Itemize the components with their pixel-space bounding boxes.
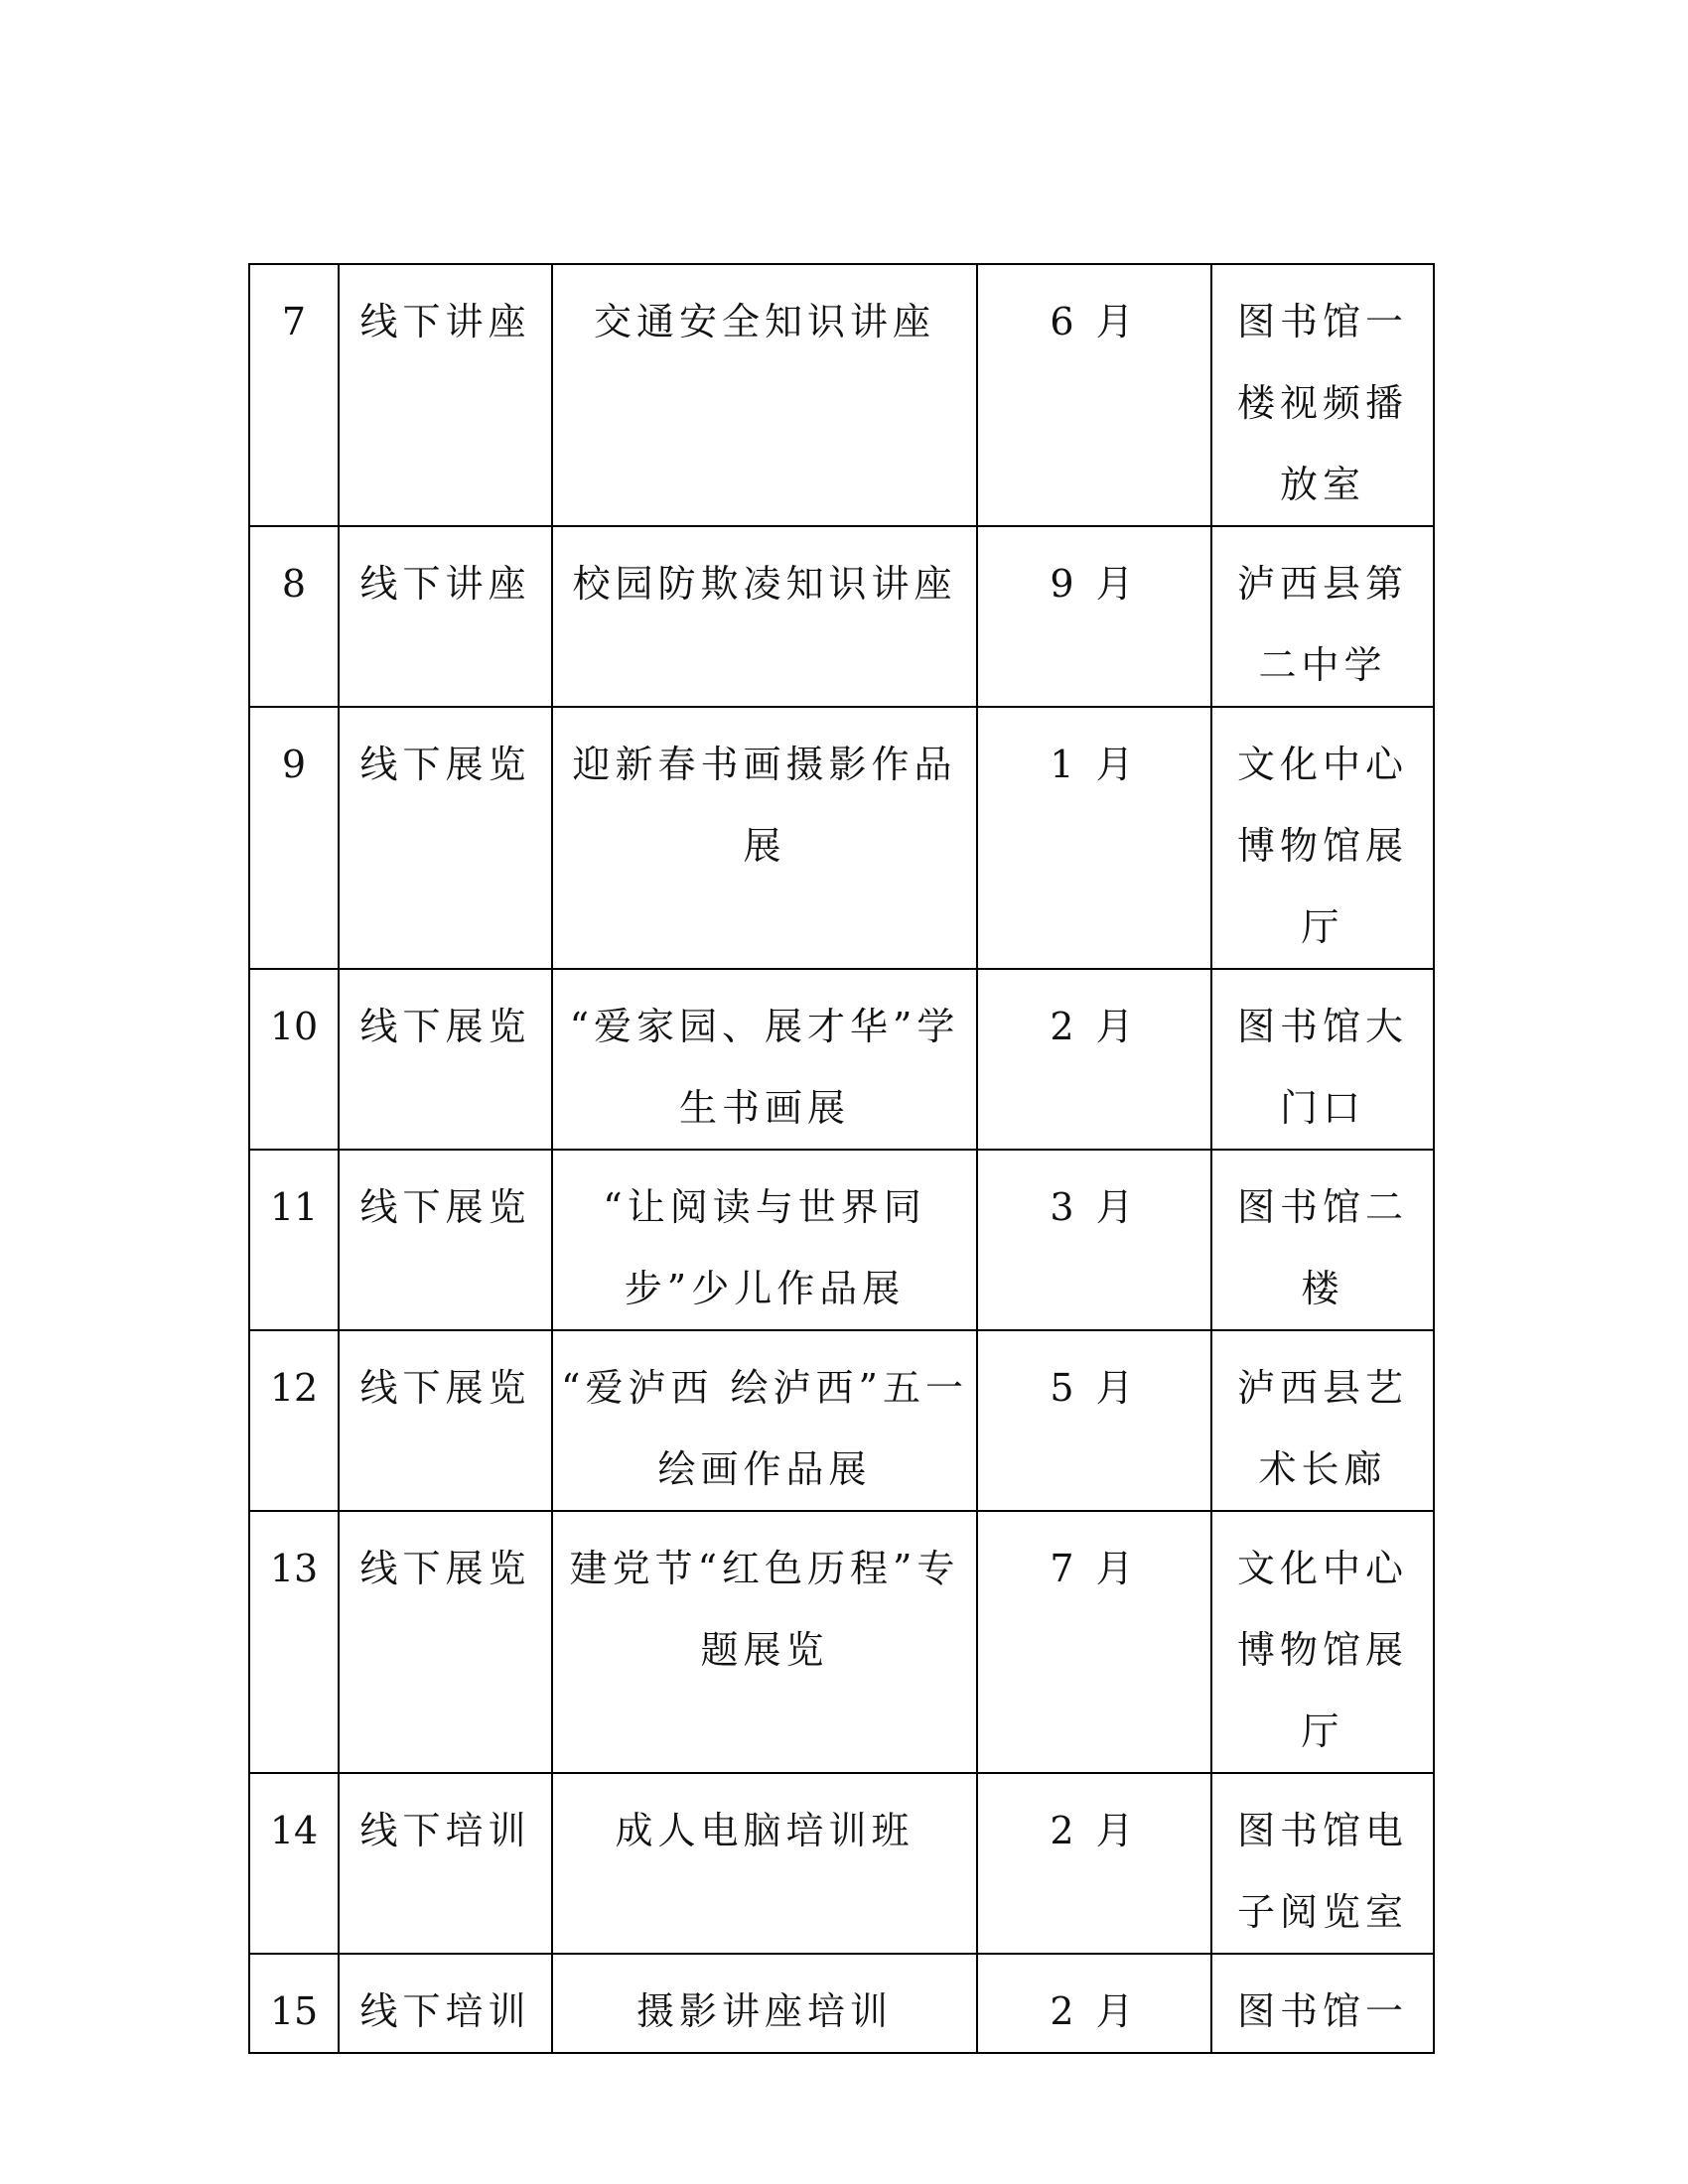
row-number: 10: [249, 969, 339, 1150]
activity-time: 2 月: [977, 969, 1211, 1150]
activity-time: 1 月: [977, 707, 1211, 969]
activity-place: 图书馆大门口: [1211, 969, 1434, 1150]
activity-type: 线下展览: [339, 1511, 552, 1773]
table-row: [249, 969, 1434, 1150]
table-row: [249, 1150, 1434, 1330]
activity-time: 3 月: [977, 1150, 1211, 1330]
row-number: 8: [249, 526, 339, 707]
activity-type: 线下展览: [339, 1150, 552, 1330]
table-row: [249, 707, 1434, 969]
row-number: 7: [249, 264, 339, 526]
activity-place: 图书馆二楼: [1211, 1150, 1434, 1330]
activity-schedule-table: [248, 263, 1435, 2054]
activity-name: “让阅读与世界同步”少儿作品展: [552, 1150, 977, 1330]
table-row: [249, 1954, 1434, 2053]
row-number: 9: [249, 707, 339, 969]
activity-place: 图书馆一楼视频播放室: [1211, 264, 1434, 526]
activity-place: 泸西县艺术长廊: [1211, 1330, 1434, 1511]
row-number: 11: [249, 1150, 339, 1330]
activity-name: 成人电脑培训班: [552, 1773, 977, 1954]
activity-name: 建党节“红色历程”专题展览: [552, 1511, 977, 1773]
table-row: [249, 264, 1434, 526]
table-row: [249, 1330, 1434, 1511]
table-row: [249, 1511, 1434, 1773]
activity-name: “爱泸西 绘泸西”五一绘画作品展: [552, 1330, 977, 1511]
row-number: 14: [249, 1773, 339, 1954]
activity-name: 迎新春书画摄影作品展: [552, 707, 977, 969]
row-number: 12: [249, 1330, 339, 1511]
activity-type: 线下培训: [339, 1954, 552, 2053]
activity-type: 线下讲座: [339, 264, 552, 526]
activity-name: 校园防欺凌知识讲座: [552, 526, 977, 707]
activity-place: 泸西县第二中学: [1211, 526, 1434, 707]
activity-time: 2 月: [977, 1773, 1211, 1954]
activity-type: 线下展览: [339, 1330, 552, 1511]
activity-type: 线下展览: [339, 969, 552, 1150]
activity-place: 图书馆电子阅览室: [1211, 1773, 1434, 1954]
activity-place: 文化中心博物馆展厅: [1211, 1511, 1434, 1773]
table-row: [249, 526, 1434, 707]
activity-place: 图书馆一: [1211, 1954, 1434, 2053]
activity-type: 线下培训: [339, 1773, 552, 1954]
activity-type: 线下讲座: [339, 526, 552, 707]
activity-name: 摄影讲座培训: [552, 1954, 977, 2053]
row-number: 13: [249, 1511, 339, 1773]
activity-time: 5 月: [977, 1330, 1211, 1511]
row-number: 15: [249, 1954, 339, 2053]
activity-time: 6 月: [977, 264, 1211, 526]
activity-time: 9 月: [977, 526, 1211, 707]
activity-place: 文化中心博物馆展厅: [1211, 707, 1434, 969]
activity-time: 2 月: [977, 1954, 1211, 2053]
activity-name: 交通安全知识讲座: [552, 264, 977, 526]
table-row: [249, 1773, 1434, 1954]
activity-name: “爱家园、展才华”学生书画展: [552, 969, 977, 1150]
activity-time: 7 月: [977, 1511, 1211, 1773]
activity-type: 线下展览: [339, 707, 552, 969]
